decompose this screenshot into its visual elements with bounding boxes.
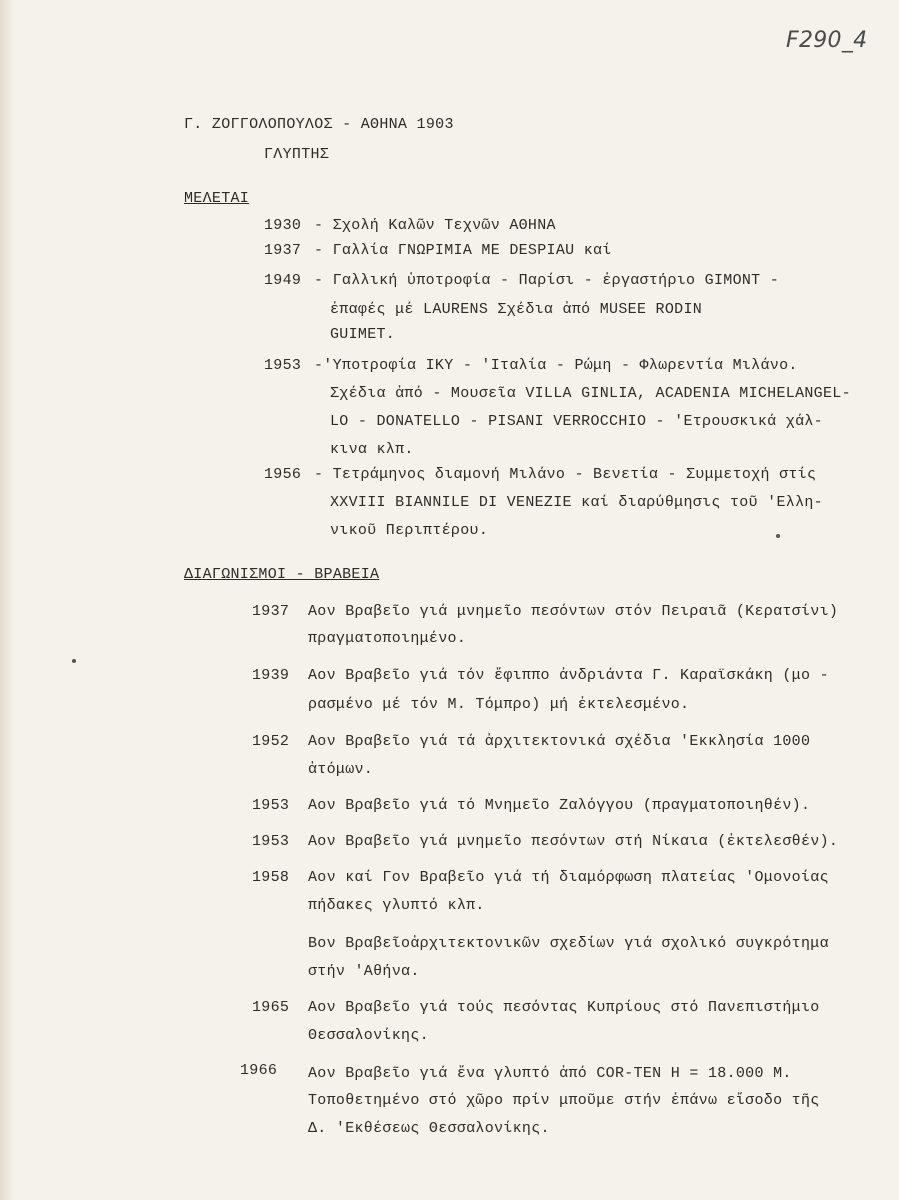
studies-year: 1930 xyxy=(264,217,302,234)
competition-year: 1966 xyxy=(240,1062,278,1079)
ink-speck xyxy=(776,534,780,538)
competition-line: πραγματοποιημένο. xyxy=(308,630,467,647)
studies-line: - Γαλλική ὑποτροφία - Παρίσι - ἐργαστήριο GIMONT - xyxy=(314,272,780,289)
studies-line: νικοῦ Περιπτέρου. xyxy=(330,522,489,539)
competition-line: Αον καί Γον Βραβεῖο γιά τή διαμόρφωση πλατείας 'Ομονοίας xyxy=(308,869,829,886)
studies-year: 1937 xyxy=(264,242,302,259)
competition-line: Αον Βραβεῖο γιά ἕνα γλυπτό ἀπό COR-TEN H = 18.000 M. xyxy=(308,1065,792,1082)
competition-line: Αον Βραβεῖο γιά τόν ἔφιππο ἀνδριάντα Γ. Καραϊσκάκη (μο - xyxy=(308,667,829,684)
studies-line: -'Υποτροφία ΙΚΥ - 'Ιταλία - Ρώμη - Φλωρεντία Μιλάνο. xyxy=(314,357,798,374)
studies-line: - Τετράμηνος διαμονή Μιλάνο - Βενετία - Συμμετοχή στίς xyxy=(314,466,817,483)
competition-line: ἀτόμων. xyxy=(308,761,374,778)
competition-year: 1939 xyxy=(252,667,290,684)
paper-edge-shadow xyxy=(0,0,14,1200)
studies-line: XXVIII BIANNILE DI VENEZIE καί διαρύθμησις τοῦ 'Ελλη- xyxy=(330,494,823,511)
competition-line: στήν 'Αθήνα. xyxy=(308,963,420,980)
studies-line: - Γαλλία ΓΝΩΡΙΜΙΑ ΜΕ DESPIAU καί xyxy=(314,242,612,259)
studies-line: LO - DONATELLO - PISANI VERROCCHIO - 'Ετρουσκικά χάλ- xyxy=(330,413,823,430)
header-profession: ΓΛΥΠΤΗΣ xyxy=(264,146,330,163)
competition-line: ρασμένο μέ τόν Μ. Τόμπρο) μή ἐκτελεσμένο. xyxy=(308,696,690,713)
handwritten-reference-mark: F290_4 xyxy=(786,28,868,53)
competition-line: Δ. 'Εκθέσεως Θεσσαλονίκης. xyxy=(308,1120,550,1137)
competition-line: Αον Βραβεῖο γιά τά ἀρχιτεκτονικά σχέδια 'Εκκλησία 1000 xyxy=(308,733,811,750)
competition-year: 1952 xyxy=(252,733,290,750)
competition-line: Αον Βραβεῖο γιά τούς πεσόντας Κυπρίους στό Πανεπιστήμιο xyxy=(308,999,820,1016)
competition-line: Θεσσαλονίκης. xyxy=(308,1027,429,1044)
competition-line: Αον Βραβεῖο γιά μνημεῖο πεσόντων στή Νίκαια (ἐκτελεσθέν). xyxy=(308,833,839,850)
competition-year: 1965 xyxy=(252,999,290,1016)
studies-year: 1949 xyxy=(264,272,302,289)
studies-line: - Σχολή Καλῶν Τεχνῶν ΑΘΗΝΑ xyxy=(314,217,556,234)
ink-speck xyxy=(72,659,76,663)
studies-line: Σχέδια ἀπό - Μουσεῖα VILLA GINLIA, ACADENIA MICHELANGEL- xyxy=(330,385,851,402)
studies-line: ἐπαφές μέ LAURENS Σχέδια ἀπό MUSEE RODIN xyxy=(330,301,703,318)
competition-line: Αον Βραβεῖο γιά τό Μνημεῖο Ζαλόγγου (πραγματοποιηθέν). xyxy=(308,797,811,814)
studies-year: 1953 xyxy=(264,357,302,374)
competition-line: Βον Βραβεῖοἀρχιτεκτονικῶν σχεδίων γιά σχολικό συγκρότημα xyxy=(308,935,829,952)
studies-line: κινα κλπ. xyxy=(330,441,414,458)
header-name-line: Γ. ΖΟΓΓΟΛΟΠΟΥΛΟΣ - ΑΘΗΝΑ 1903 xyxy=(184,116,454,133)
competition-line: πήδακες γλυπτό κλπ. xyxy=(308,897,485,914)
competition-year: 1958 xyxy=(252,869,290,886)
competitions-heading: ΔΙΑΓΩΝΙΣΜΟΙ - ΒΡΑΒΕΙΑ xyxy=(184,566,380,583)
studies-year: 1956 xyxy=(264,466,302,483)
competition-line: Τοποθετημένο στό χῶρο πρίν μποῦμε στήν ἐπάνω εἴσοδο τῆς xyxy=(308,1092,820,1109)
competition-line: Αον Βραβεῖο γιά μνημεῖο πεσόντων στόν Πειραιᾶ (Κερατσίνι) xyxy=(308,603,839,620)
studies-heading: ΜΕΛΕΤΑΙ xyxy=(184,190,250,207)
competition-year: 1953 xyxy=(252,833,290,850)
competition-year: 1953 xyxy=(252,797,290,814)
competition-year: 1937 xyxy=(252,603,290,620)
studies-line: GUIMET. xyxy=(330,326,396,343)
